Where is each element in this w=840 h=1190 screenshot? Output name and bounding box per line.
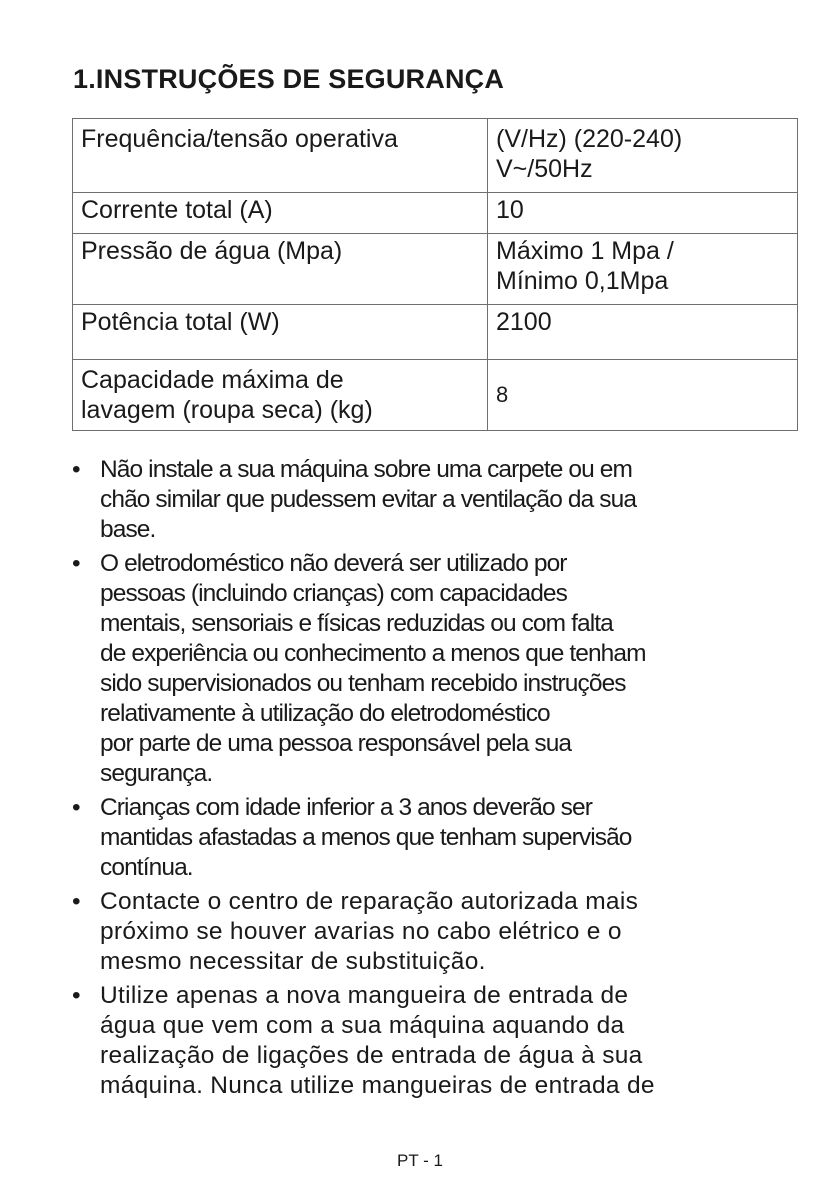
list-item — [70, 793, 780, 883]
list-item-line: relativamente à utilização do eletrodoméstico — [100, 700, 550, 727]
safety-instructions-list — [70, 455, 780, 1101]
list-item-line: Não instale a sua máquina sobre uma carpete ou em — [100, 456, 632, 483]
list-item-line: contínua. — [100, 854, 193, 881]
spec-value-line: Mínimo 0,1Mpa — [496, 267, 669, 295]
list-item-line: mesmo necessitar de substituição. — [100, 948, 486, 975]
spec-row-water-pressure — [73, 234, 798, 305]
spec-value — [488, 234, 798, 305]
specifications-table — [72, 118, 798, 431]
list-item-line: O eletrodoméstico não deverá ser utilizado por — [100, 550, 567, 577]
spec-value-line: 2100 — [496, 308, 552, 336]
list-item — [70, 981, 780, 1101]
spec-value-line: 10 — [496, 196, 524, 224]
spec-label: Pressão de água (Mpa) — [73, 234, 488, 305]
spec-value — [488, 119, 798, 193]
list-item-line: Crianças com idade inferior a 3 anos deverão ser — [100, 794, 592, 821]
list-item-line: máquina. Nunca utilize mangueiras de entrada de — [100, 1072, 655, 1099]
page-number: PT - 1 — [397, 1151, 443, 1170]
list-item — [70, 455, 780, 545]
bullet-icon: • — [72, 982, 81, 1009]
list-item — [70, 549, 780, 789]
list-item-line: por parte de uma pessoa responsável pela sua — [100, 730, 572, 757]
spec-label-line: lavagem (roupa seca) (kg) — [81, 396, 373, 424]
spec-value-line: V~/50Hz — [496, 155, 593, 183]
spec-value — [488, 305, 798, 360]
bullet-icon: • — [72, 456, 80, 483]
list-item-line: segurança. — [100, 760, 213, 787]
spec-value — [488, 360, 798, 431]
bullet-icon: • — [72, 550, 80, 577]
section-title: 1.INSTRUÇÕES DE SEGURANÇA — [73, 64, 505, 94]
list-item-line: Utilize apenas a nova mangueira de entrada de — [100, 982, 629, 1009]
list-item-line: Contacte o centro de reparação autorizada mais — [100, 888, 639, 915]
spec-value-line: Máximo 1 Mpa / — [496, 237, 674, 265]
list-item-line: água que vem com a sua máquina aquando da — [100, 1012, 625, 1039]
list-item-line: realização de ligações de entrada de água à sua — [100, 1042, 643, 1069]
spec-value-line: (V/Hz) (220-240) — [496, 125, 683, 153]
spec-value — [488, 193, 798, 234]
list-item — [70, 887, 780, 977]
spec-label: Corrente total (A) — [73, 193, 488, 234]
spec-label — [73, 360, 488, 431]
spec-row-power — [73, 305, 798, 360]
spec-row-frequency — [73, 119, 798, 193]
list-item-line: pessoas (incluindo crianças) com capacidades — [100, 580, 567, 607]
spec-row-current — [73, 193, 798, 234]
spec-label: Potência total (W) — [73, 305, 488, 360]
list-item-line: mantidas afastadas a menos que tenham supervisão — [100, 824, 632, 851]
list-item-line: base. — [100, 516, 156, 543]
bullet-icon: • — [72, 888, 81, 915]
spec-value-line: 8 — [496, 382, 509, 407]
spec-label: Frequência/tensão operativa — [73, 119, 488, 193]
list-item-line: chão similar que pudessem evitar a ventilação da sua — [100, 486, 637, 513]
list-item-line: sido supervisionados ou tenham recebido instruções — [100, 670, 626, 697]
list-item-line: próximo se houver avarias no cabo elétrico e o — [100, 918, 622, 945]
spec-row-capacity — [73, 360, 798, 431]
list-item-line: de experiência ou conhecimento a menos que tenham — [100, 640, 646, 667]
list-item-line: mentais, sensoriais e físicas reduzidas ou com falta — [100, 610, 613, 637]
spec-label-line: Capacidade máxima de — [81, 366, 344, 394]
bullet-icon: • — [72, 794, 80, 821]
